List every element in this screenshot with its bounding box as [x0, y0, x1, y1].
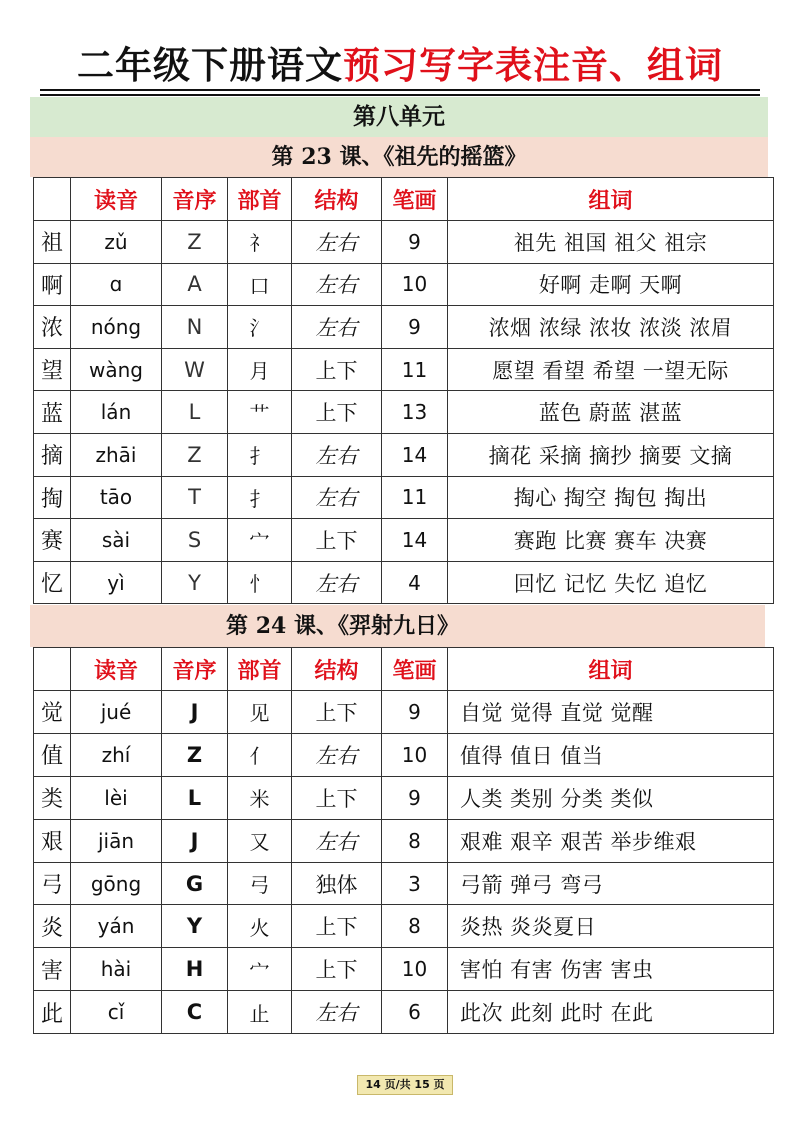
structure-cell: 左右 [292, 221, 382, 264]
word-group-cell: 蓝色 蔚蓝 湛蓝 [448, 391, 774, 434]
initial-letter-cell: G [162, 862, 228, 905]
stroke-count-cell: 14 [382, 433, 448, 476]
word-group-cell: 回忆 记忆 失忆 追忆 [448, 561, 774, 604]
column-header: 笔画 [382, 648, 448, 691]
column-header: 部首 [228, 178, 292, 221]
character-cell: 赛 [34, 519, 71, 562]
word-group-cell: 赛跑 比赛 赛车 决赛 [448, 519, 774, 562]
header-row [34, 178, 774, 221]
lesson-24-heading [30, 605, 765, 647]
radical-cell: 口 [228, 263, 292, 306]
column-header [34, 178, 71, 221]
table-row [34, 733, 774, 776]
radical-cell: 弓 [228, 862, 292, 905]
stroke-count-cell: 6 [382, 991, 448, 1034]
page-number: 14 页/共 15 页 [357, 1075, 453, 1095]
table-row [34, 348, 774, 391]
radical-cell: 艹 [228, 391, 292, 434]
pinyin-cell: tāo [71, 476, 162, 519]
initial-letter-cell: L [162, 776, 228, 819]
table-row [34, 433, 774, 476]
page-title-red-part: 预习写字表注音、组词 [343, 43, 723, 87]
page-title-black-part: 二年级下册语文 [77, 43, 343, 87]
initial-letter-cell: Y [162, 905, 228, 948]
word-group-cell: 弓箭 弹弓 弯弓 [448, 862, 774, 905]
table-row [34, 991, 774, 1034]
pinyin-cell: hài [71, 948, 162, 991]
pinyin-cell: yán [71, 905, 162, 948]
radical-cell: 扌 [228, 433, 292, 476]
lesson-24-table [33, 647, 774, 1034]
pinyin-cell: sài [71, 519, 162, 562]
radical-cell: 礻 [228, 221, 292, 264]
stroke-count-cell: 9 [382, 776, 448, 819]
stroke-count-cell: 9 [382, 306, 448, 349]
radical-cell: 月 [228, 348, 292, 391]
character-cell: 掏 [34, 476, 71, 519]
lesson-23-table [33, 177, 774, 604]
table-row [34, 263, 774, 306]
word-group-cell: 值得 值日 值当 [448, 733, 774, 776]
table-row [34, 476, 774, 519]
column-header: 部首 [228, 648, 292, 691]
stroke-count-cell: 8 [382, 819, 448, 862]
radical-cell: 见 [228, 691, 292, 734]
structure-cell: 左右 [292, 561, 382, 604]
stroke-count-cell: 10 [382, 948, 448, 991]
stroke-count-cell: 9 [382, 691, 448, 734]
table-row [34, 221, 774, 264]
pinyin-cell: nóng [71, 306, 162, 349]
stroke-count-cell: 10 [382, 263, 448, 306]
unit-heading: 第八单元 [30, 97, 768, 137]
column-header: 组词 [448, 648, 774, 691]
structure-cell: 上下 [292, 348, 382, 391]
radical-cell: 忄 [228, 561, 292, 604]
stroke-count-cell: 8 [382, 905, 448, 948]
radical-cell: 火 [228, 905, 292, 948]
column-header: 结构 [292, 178, 382, 221]
character-cell: 炎 [34, 905, 71, 948]
lesson-23-heading: 第 23 课、《祖先的摇篮》 [30, 137, 768, 177]
radical-cell: 宀 [228, 519, 292, 562]
pinyin-cell: zhí [71, 733, 162, 776]
character-cell: 祖 [34, 221, 71, 264]
character-cell: 此 [34, 991, 71, 1034]
character-cell: 类 [34, 776, 71, 819]
character-cell: 摘 [34, 433, 71, 476]
stroke-count-cell: 14 [382, 519, 448, 562]
header-row [34, 648, 774, 691]
character-cell: 啊 [34, 263, 71, 306]
structure-cell: 上下 [292, 691, 382, 734]
table-row [34, 306, 774, 349]
stroke-count-cell: 11 [382, 348, 448, 391]
structure-cell: 左右 [292, 819, 382, 862]
lesson-24-title: 第 24 课、《羿射九日》 [226, 613, 459, 639]
character-cell: 浓 [34, 306, 71, 349]
pinyin-cell: yì [71, 561, 162, 604]
initial-letter-cell: A [162, 263, 228, 306]
radical-cell: 扌 [228, 476, 292, 519]
character-cell: 觉 [34, 691, 71, 734]
structure-cell: 左右 [292, 476, 382, 519]
word-group-cell: 掏心 掏空 掏包 掏出 [448, 476, 774, 519]
structure-cell: 上下 [292, 391, 382, 434]
table-row [34, 391, 774, 434]
character-cell: 望 [34, 348, 71, 391]
pinyin-cell: wàng [71, 348, 162, 391]
column-header [34, 648, 71, 691]
character-cell: 害 [34, 948, 71, 991]
column-header: 笔画 [382, 178, 448, 221]
structure-cell: 独体 [292, 862, 382, 905]
stroke-count-cell: 13 [382, 391, 448, 434]
initial-letter-cell: J [162, 819, 228, 862]
pinyin-cell: jiān [71, 819, 162, 862]
stroke-count-cell: 11 [382, 476, 448, 519]
structure-cell: 左右 [292, 263, 382, 306]
column-header: 读音 [71, 178, 162, 221]
structure-cell: 上下 [292, 519, 382, 562]
pinyin-cell: lán [71, 391, 162, 434]
character-cell: 值 [34, 733, 71, 776]
structure-cell: 左右 [292, 306, 382, 349]
radical-cell: 宀 [228, 948, 292, 991]
word-group-cell: 人类 类别 分类 类似 [448, 776, 774, 819]
character-cell: 弓 [34, 862, 71, 905]
initial-letter-cell: H [162, 948, 228, 991]
table-row [34, 948, 774, 991]
pinyin-cell: lèi [71, 776, 162, 819]
table-row [34, 691, 774, 734]
page-title [40, 40, 760, 90]
word-group-cell: 摘花 采摘 摘抄 摘要 文摘 [448, 433, 774, 476]
structure-cell: 左右 [292, 733, 382, 776]
initial-letter-cell: Z [162, 221, 228, 264]
table-row [34, 819, 774, 862]
word-group-cell: 害怕 有害 伤害 害虫 [448, 948, 774, 991]
initial-letter-cell: C [162, 991, 228, 1034]
initial-letter-cell: Z [162, 733, 228, 776]
radical-cell: 又 [228, 819, 292, 862]
radical-cell: 亻 [228, 733, 292, 776]
pinyin-cell: zǔ [71, 221, 162, 264]
character-cell: 忆 [34, 561, 71, 604]
pinyin-cell: cǐ [71, 991, 162, 1034]
word-group-cell: 艰难 艰辛 艰苦 举步维艰 [448, 819, 774, 862]
word-group-cell: 此次 此刻 此时 在此 [448, 991, 774, 1034]
structure-cell: 上下 [292, 905, 382, 948]
word-group-cell: 愿望 看望 希望 一望无际 [448, 348, 774, 391]
table-row [34, 905, 774, 948]
word-group-cell: 祖先 祖国 祖父 祖宗 [448, 221, 774, 264]
pinyin-cell: zhāi [71, 433, 162, 476]
radical-cell: 米 [228, 776, 292, 819]
word-group-cell: 浓烟 浓绿 浓妆 浓淡 浓眉 [448, 306, 774, 349]
character-cell: 艰 [34, 819, 71, 862]
initial-letter-cell: J [162, 691, 228, 734]
stroke-count-cell: 10 [382, 733, 448, 776]
structure-cell: 上下 [292, 776, 382, 819]
table-row [34, 862, 774, 905]
structure-cell: 左右 [292, 433, 382, 476]
initial-letter-cell: N [162, 306, 228, 349]
pinyin-cell: ɑ [71, 263, 162, 306]
column-header: 组词 [448, 178, 774, 221]
column-header: 音序 [162, 648, 228, 691]
initial-letter-cell: L [162, 391, 228, 434]
initial-letter-cell: Y [162, 561, 228, 604]
initial-letter-cell: S [162, 519, 228, 562]
initial-letter-cell: Z [162, 433, 228, 476]
table-row [34, 519, 774, 562]
word-group-cell: 自觉 觉得 直觉 觉醒 [448, 691, 774, 734]
stroke-count-cell: 3 [382, 862, 448, 905]
title-underline [40, 89, 760, 91]
radical-cell: 氵 [228, 306, 292, 349]
pinyin-cell: jué [71, 691, 162, 734]
table-row [34, 776, 774, 819]
character-cell: 蓝 [34, 391, 71, 434]
column-header: 读音 [71, 648, 162, 691]
stroke-count-cell: 4 [382, 561, 448, 604]
radical-cell: 止 [228, 991, 292, 1034]
pinyin-cell: gōng [71, 862, 162, 905]
stroke-count-cell: 9 [382, 221, 448, 264]
structure-cell: 左右 [292, 991, 382, 1034]
structure-cell: 上下 [292, 948, 382, 991]
column-header: 结构 [292, 648, 382, 691]
initial-letter-cell: T [162, 476, 228, 519]
initial-letter-cell: W [162, 348, 228, 391]
table-row [34, 561, 774, 604]
word-group-cell: 好啊 走啊 天啊 [448, 263, 774, 306]
title-underline-second [40, 94, 760, 96]
word-group-cell: 炎热 炎炎夏日 [448, 905, 774, 948]
column-header: 音序 [162, 178, 228, 221]
